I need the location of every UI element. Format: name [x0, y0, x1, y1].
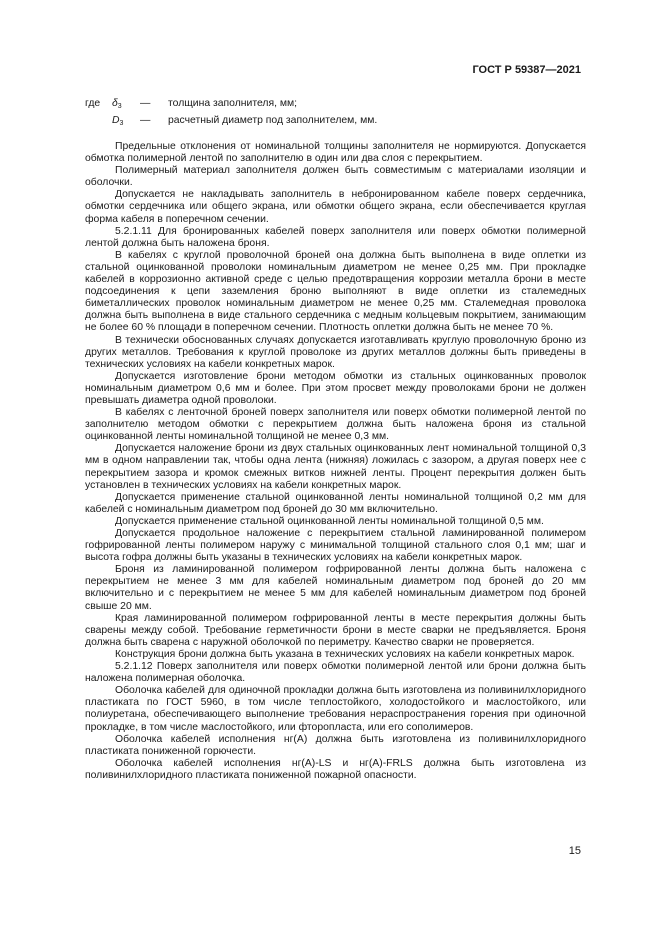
- legend-row: [85, 98, 586, 115]
- paragraph: Конструкция брони должна быть указана в технических условиях на кабели конкретных марок.: [115, 648, 575, 660]
- paragraph-list: [85, 141, 586, 782]
- legend-symbol-letter: δ: [112, 98, 118, 109]
- legend-dash: —: [140, 115, 151, 126]
- paragraph: Предельные отклонения от номинальной толщины заполнителя не нормируются. Допускается обмотка полимерной лентой по заполнителю в один или два слоя с перекрытием.: [85, 141, 586, 165]
- paragraph: Полимерный материал заполнителя должен быть совместимым с материалами изоляции и оболочки.: [85, 165, 586, 189]
- paragraph: Оболочка кабелей исполнения нг(А)-LS и нг(А)-FRLS должна быть изготовлена из поливинилхлоридного пластиката пониженной пожарной опасности.: [85, 757, 586, 781]
- paragraph: Допускается изготовление брони методом обмотки из стальных оцинкованных проволок номинальным диаметром 0,6 мм и более. При этом просвет между проволоками брони не должен превышать диаметра одной проволоки.: [85, 370, 586, 406]
- paragraph: В кабелях с круглой проволочной броней она должна быть выполнена в виде оплетки из стальной оцинкованной проволоки номинальным диаметром не менее 0,25 мм. При прокладке кабелей в коррозионно активной среде с целью предотвращения коррозии металла брони в месте подсоединения к цепи заземления броню выполняют в виде оплетки из сталемедных биметаллических проволок номинальным диаметром не менее 0,25 мм. Сталемедная проволока должна быть выполнена в виде стального сердечника с медным кольцевым покрытием, занимающим не более 60 % площади в поперечном сечении. Плотность оплетки должна быть не менее 70 %.: [85, 249, 586, 334]
- legend-symbol-sub: 3: [119, 120, 124, 127]
- legend-symbol-letter: D: [112, 115, 120, 126]
- paragraph: Оболочка кабелей исполнения нг(А) должна быть изготовлена из поливинилхлоридного пластиката пониженной горючести.: [85, 733, 586, 757]
- legend-symbol: [112, 115, 140, 130]
- paragraph: В кабелях с ленточной броней поверх заполнителя или поверх обмотки полимерной лентой по заполнителю методом обмотки с перекрытием должна быть наложена броня из стальной оцинкованной ленты номинальной толщиной не менее 0,3 мм.: [85, 407, 586, 443]
- legend-prefix: где: [85, 98, 101, 109]
- legend-text: толщина заполнителя, мм;: [168, 98, 298, 109]
- paragraph: Допускается наложение брони из двух стальных оцинкованных лент номинальной толщиной 0,3 мм в одном направлении так, чтобы одна лента (нижняя) ложилась с зазором, а другая поверх нее с перекрытием зазора и кромок смежных витков нижней ленты. Процент перекрытия должен быть установлен в технических условиях на кабели конкретных марок.: [85, 443, 586, 491]
- paragraph: Края ламинированной полимером гофрированной ленты в месте перекрытия должны быть сварены между собой. Требование герметичности брони в месте сварки не предъявляется. Броня должна быть сварена с наружной оболочкой по периметру. Качество сварки не проверяется.: [85, 612, 586, 648]
- paragraph: 5.2.1.11 Для бронированных кабелей поверх заполнителя или поверх обмотки полимерной лентой должна быть наложена броня.: [85, 225, 586, 249]
- paragraph: Допускается продольное наложение с перекрытием стальной ламинированной полимером гофрированной ленты полимером наружу с минимальной толщиной стального слоя 0,1 мм; шаг и высота гофра должны быть указаны в технических условиях на кабели конкретных марок.: [85, 528, 586, 564]
- paragraph: 5.2.1.12 Поверх заполнителя или поверх обмотки полимерной лентой или брони должна быть наложена полимерная оболочка.: [85, 661, 586, 685]
- document-id-header: ГОСТ Р 59387—2021: [472, 64, 581, 76]
- legend-dash: —: [140, 98, 151, 109]
- paragraph: Допускается применение стальной оцинкованной ленты номинальной толщиной 0,5 мм.: [115, 515, 544, 527]
- document-body: [85, 98, 586, 782]
- paragraph: Оболочка кабелей для одиночной прокладки должна быть изготовлена из поливинилхлоридного пластиката по ГОСТ 5960, в том числе теплостойкого, холодостойкого и маслостойкого, или полиуретана, обеспечивающего выполнение требования нераспространения горения при одиночной прокладке, в том числе маслостойкого, или фторопласта, или его сополимеров.: [85, 685, 586, 733]
- formula-legend: [85, 98, 586, 132]
- paragraph: Допускается не накладывать заполнитель в небронированном кабеле поверх сердечника, обмотки сердечника или общего экрана, или обмотки общего экрана, если обеспечивается круглая форма кабеля в поперечном сечении.: [85, 189, 586, 225]
- page-number: 15: [568, 845, 581, 857]
- legend-row: [85, 115, 586, 132]
- legend-symbol-sub: 3: [117, 103, 122, 110]
- paragraph: В технически обоснованных случаях допускается изготавливать круглую проволочную броню из других металлов. Требования к круглой проволоке из других металлов должны быть приведены в технических условиях на кабели конкретных марок.: [85, 334, 586, 370]
- legend-symbol: [112, 98, 140, 113]
- paragraph: Броня из ламинированной полимером гофрированной ленты должна быть наложена с перекрытием не менее 3 мм для кабелей номинальным диаметром под броней до 20 мм включительно и с перекрытием не менее 5 мм для кабелей номинальным диаметром под броней свыше 20 мм.: [85, 564, 586, 612]
- legend-text: расчетный диаметр под заполнителем, мм.: [168, 115, 378, 126]
- paragraph: Допускается применение стальной оцинкованной ленты номинальной толщиной 0,2 мм для кабелей с номинальным диаметром под броней до 30 мм включительно.: [85, 491, 586, 515]
